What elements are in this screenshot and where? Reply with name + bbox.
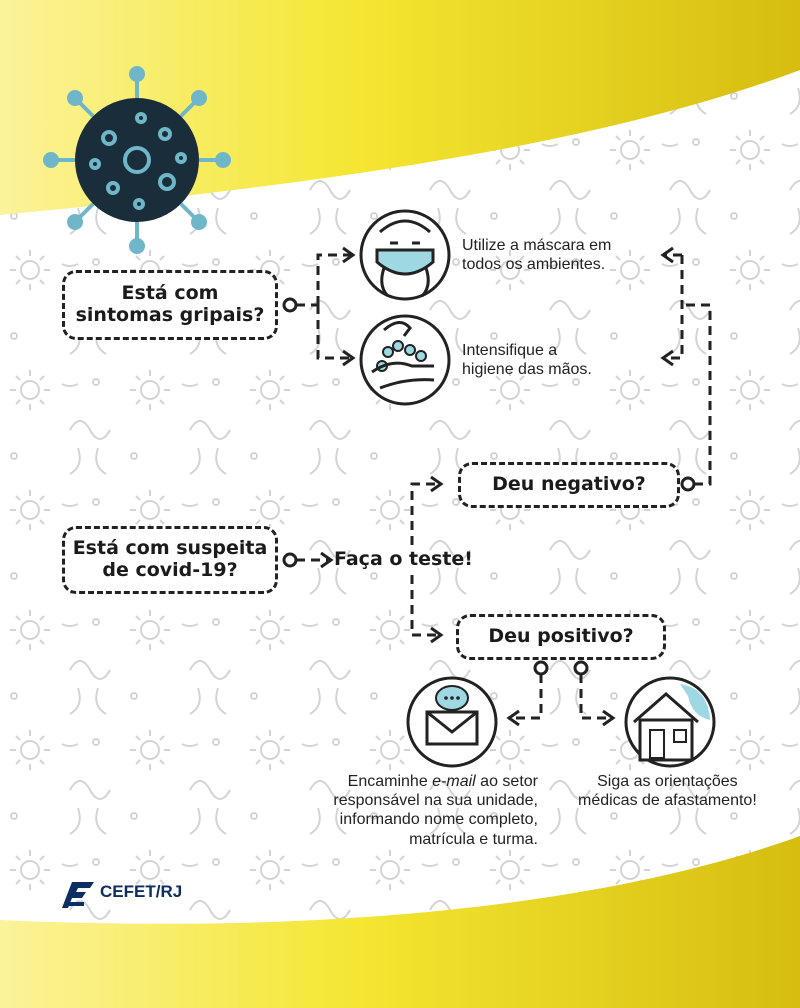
- question-covid-line2: de covid-19?: [102, 559, 238, 581]
- medical-instruction-line2: médicas de afastamento!: [578, 792, 757, 810]
- email-instruction-line1: [333, 772, 538, 791]
- handwash-instruction: [462, 341, 592, 379]
- handwash-icon: [361, 316, 449, 404]
- result-negative-label: Deu negativo?: [492, 473, 646, 496]
- email-instruction-line4: matrícula e turma.: [409, 830, 538, 848]
- email-instruction: [333, 772, 538, 849]
- cefet-logo: [100, 882, 182, 902]
- medical-instruction-line1: Siga as orientações: [597, 773, 738, 790]
- question-flu-line2: sintomas gripais?: [75, 304, 265, 326]
- virus-icon: [45, 68, 229, 252]
- mask-instruction: [462, 236, 611, 274]
- email-instruction-suffix: ao setor: [475, 773, 538, 790]
- mask-instruction-line2: todos os ambientes.: [462, 256, 606, 274]
- email-instruction-line3: informando nome completo,: [339, 811, 538, 829]
- question-covid-line1: Está com suspeita: [72, 537, 268, 560]
- cefet-logo-text: CEFET/RJ: [100, 882, 183, 901]
- result-negative: [458, 462, 680, 508]
- house-icon: [626, 678, 714, 766]
- email-icon: [408, 678, 496, 766]
- mask-icon: [361, 211, 449, 299]
- email-instruction-prefix: Encaminhe: [347, 773, 433, 790]
- handwash-instruction-line1: Intensifique a: [462, 342, 558, 359]
- email-instruction-line2: responsável na sua unidade,: [333, 792, 538, 810]
- mask-instruction-line1: Utilize a máscara em: [462, 237, 612, 254]
- question-flu-symptoms: [62, 270, 278, 340]
- medical-instruction: [578, 772, 757, 810]
- result-positive: [456, 614, 666, 660]
- result-positive-label: Deu positivo?: [488, 625, 634, 648]
- take-test-label: Faça o teste!: [334, 548, 473, 570]
- question-covid-suspicion: [62, 526, 278, 594]
- handwash-instruction-line2: higiene das mãos.: [462, 361, 592, 379]
- email-instruction-emphasis: e-mail: [432, 773, 476, 790]
- question-flu-line1: Está com: [121, 282, 219, 305]
